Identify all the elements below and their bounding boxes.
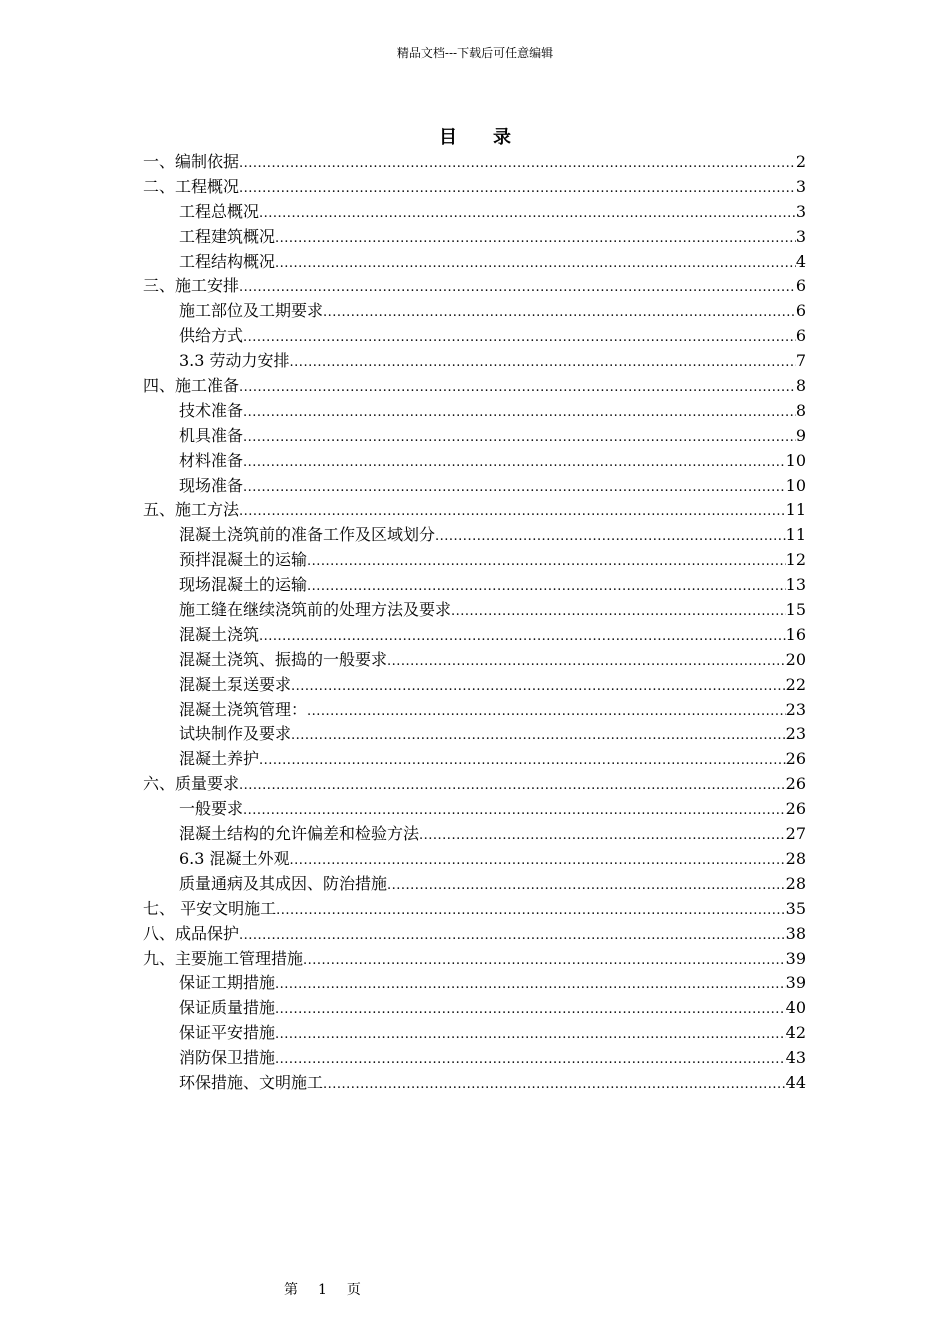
toc-entry-page: 13 — [785, 575, 806, 595]
toc-entry-label: 一、编制依据 — [143, 152, 240, 171]
toc-leader-dots — [239, 177, 796, 202]
toc-entry-page: 11 — [785, 525, 806, 545]
toc-entry-page: 11 — [785, 500, 806, 520]
toc-leader-dots — [243, 401, 796, 426]
toc-leader-dots — [290, 351, 796, 376]
toc-entry-label: 保证质量措施 — [179, 998, 276, 1018]
toc-entry-page: 26 — [785, 749, 806, 769]
toc-entry[interactable] — [143, 996, 806, 1021]
toc-entry-page: 3 — [795, 226, 806, 246]
toc-entry-page: 40 — [785, 998, 806, 1018]
toc-entry-page: 28 — [785, 873, 806, 893]
toc-entry-page: 42 — [785, 1023, 806, 1043]
toc-leader-dots — [259, 202, 796, 227]
toc-entry-page: 3 — [795, 176, 806, 196]
toc-entry[interactable] — [143, 772, 806, 797]
toc-entry-page: 3 — [795, 201, 806, 221]
toc-leader-dots — [243, 451, 786, 476]
toc-entry-label: 保证工期措施 — [179, 973, 276, 993]
toc-entry-label: 一般要求 — [179, 799, 244, 819]
toc-entry-page: 26 — [785, 799, 806, 819]
toc-entry[interactable] — [143, 424, 806, 449]
toc-entry[interactable] — [143, 399, 806, 424]
toc-entry[interactable] — [143, 747, 806, 772]
toc-leader-dots — [243, 426, 796, 451]
toc-leader-dots — [290, 849, 786, 874]
toc-leader-dots — [291, 724, 786, 749]
toc-entry-label: 质量通病及其成因、防治措施 — [179, 873, 388, 893]
toc-leader-dots — [239, 152, 796, 177]
toc-entry-label: 混凝土浇筑前的准备工作及区域划分 — [179, 525, 436, 545]
toc-leader-dots — [275, 1023, 786, 1048]
toc-entry-label: 机具准备 — [179, 425, 244, 445]
toc-entry-page: 26 — [785, 774, 806, 794]
toc-leader-dots — [239, 276, 796, 301]
footer-prefix: 第 — [284, 1282, 298, 1298]
toc-leader-dots — [239, 500, 786, 525]
page-header: 精品文档---下载后可任意编辑 — [396, 46, 554, 60]
footer-suffix: 页 — [346, 1282, 361, 1298]
toc-entry-page: 8 — [795, 376, 806, 396]
toc-entry-label: 保证平安措施 — [179, 1023, 276, 1043]
toc-leader-dots — [323, 1073, 786, 1098]
toc-entry-page: 15 — [785, 600, 806, 620]
toc-entry[interactable] — [143, 200, 806, 225]
toc-entry-label: 工程建筑概况 — [179, 226, 276, 246]
toc-entry-page: 6 — [795, 276, 806, 296]
toc-entry[interactable] — [143, 1071, 806, 1096]
toc-entry-label: 五、施工方法 — [143, 500, 240, 520]
toc-entry-label: 6.3 混凝土外观 — [179, 848, 290, 868]
toc-leader-dots — [239, 774, 786, 799]
toc-entry-page: 7 — [795, 351, 806, 371]
toc-leader-dots — [276, 899, 786, 924]
toc-entry-page: 35 — [785, 898, 806, 918]
toc-leader-dots — [307, 700, 786, 725]
toc-leader-dots — [243, 476, 786, 501]
page-number: 1 — [318, 1282, 327, 1298]
toc-entry-page: 9 — [795, 425, 806, 445]
toc-entry[interactable] — [143, 698, 806, 723]
toc-entry[interactable] — [143, 1021, 806, 1046]
toc-entry-page: 2 — [795, 152, 806, 171]
toc-entry-label: 三、施工安排 — [143, 276, 240, 296]
toc-entry[interactable] — [143, 648, 806, 673]
toc-entry-page: 20 — [785, 649, 806, 669]
toc-entry-page: 22 — [785, 674, 806, 694]
toc-leader-dots — [387, 650, 786, 675]
toc-entry[interactable] — [143, 474, 806, 499]
toc-entry-label: 混凝土结构的允许偏差和检验方法 — [179, 824, 420, 844]
toc-entry-label: 混凝土浇筑、振捣的一般要求 — [179, 649, 388, 669]
toc-entry-label: 混凝土浇筑 — [179, 624, 260, 644]
toc-entry[interactable] — [143, 449, 806, 474]
toc-entry[interactable] — [143, 722, 806, 747]
toc-entry[interactable] — [143, 250, 806, 275]
toc-entry-label: 3.3 劳动力安排 — [179, 351, 290, 371]
toc-entry[interactable] — [143, 623, 806, 648]
toc-entry[interactable] — [143, 225, 806, 250]
toc-entry[interactable] — [143, 274, 806, 299]
toc-entry-page: 23 — [785, 724, 806, 744]
toc-entry-page: 6 — [795, 301, 806, 321]
toc-entry[interactable] — [143, 324, 806, 349]
toc-leader-dots — [387, 874, 786, 899]
toc-leader-dots — [307, 550, 786, 575]
toc-leader-dots — [435, 525, 786, 550]
toc-entry-label: 技术准备 — [179, 400, 244, 420]
toc-entry-page: 43 — [785, 1048, 806, 1068]
toc-entry[interactable] — [143, 971, 806, 996]
toc-leader-dots — [243, 799, 786, 824]
toc-leader-dots — [275, 973, 786, 998]
toc-entry[interactable] — [143, 897, 806, 922]
toc-entry-page: 39 — [785, 948, 806, 968]
toc-entry-label: 消防保卫措施 — [179, 1048, 276, 1068]
toc-entry[interactable] — [143, 374, 806, 399]
toc-entry-label: 材料准备 — [179, 450, 244, 470]
toc-entry-label: 现场准备 — [179, 475, 244, 495]
toc-entry-label: 混凝土浇筑管理： — [179, 699, 308, 719]
toc-leader-dots — [307, 575, 786, 600]
toc-leader-dots — [275, 252, 796, 277]
toc-entry[interactable] — [143, 797, 806, 822]
toc-entry[interactable] — [143, 523, 806, 548]
toc-entry[interactable] — [143, 847, 806, 872]
toc-entry[interactable] — [143, 299, 806, 324]
toc-entry-label: 供给方式 — [179, 326, 244, 346]
toc-title-right: 录 — [493, 127, 511, 148]
toc-entry-page: 44 — [785, 1072, 806, 1092]
toc-entry[interactable] — [143, 548, 806, 573]
toc-leader-dots — [259, 749, 786, 774]
toc-entry-page: 4 — [795, 251, 806, 271]
toc-leader-dots — [323, 301, 796, 326]
toc-entry-label: 混凝土泵送要求 — [179, 674, 292, 694]
toc-entry-page: 6 — [795, 326, 806, 346]
toc-entry-page: 39 — [785, 973, 806, 993]
toc-entry-label: 环保措施、文明施工 — [179, 1072, 324, 1092]
toc-entry[interactable] — [143, 1046, 806, 1071]
toc-entry-label: 混凝土养护 — [179, 749, 260, 769]
toc-entry-label: 工程总概况 — [179, 201, 260, 221]
toc-entry-label: 六、质量要求 — [143, 774, 240, 794]
toc-entry-label: 八、成品保护 — [143, 923, 240, 943]
toc-entry-label: 施工缝在继续浇筑前的处理方法及要求 — [179, 600, 452, 620]
toc-title-left: 目 — [439, 127, 457, 148]
toc-entry-page: 27 — [785, 824, 806, 844]
toc-entry-label: 二、工程概况 — [143, 176, 240, 196]
page-footer — [284, 1280, 361, 1300]
toc-entry[interactable] — [143, 175, 806, 200]
toc-leader-dots — [291, 675, 786, 700]
toc-entry-page: 10 — [785, 450, 806, 470]
toc-entry-label: 施工部位及工期要求 — [179, 301, 324, 321]
toc-entry[interactable] — [143, 872, 806, 897]
toc-leader-dots — [275, 1048, 786, 1073]
toc-leader-dots — [259, 625, 786, 650]
toc-entry-page: 16 — [785, 624, 806, 644]
toc-entry[interactable] — [143, 922, 806, 947]
toc-entry-label: 工程结构概况 — [179, 251, 276, 271]
toc-entry-label: 预拌混凝土的运输 — [179, 550, 308, 570]
toc-entry-label: 四、施工准备 — [143, 376, 240, 396]
toc-entry[interactable] — [143, 947, 806, 972]
toc-entry-page: 28 — [785, 848, 806, 868]
toc-entry-label: 试块制作及要求 — [179, 724, 292, 744]
toc-title — [0, 125, 950, 151]
toc-entry[interactable] — [143, 598, 806, 623]
toc-leader-dots — [275, 227, 796, 252]
toc-entry-page: 8 — [795, 400, 806, 420]
toc-entry[interactable] — [143, 573, 806, 598]
toc-entry-label: 九、主要施工管理措施 — [143, 948, 304, 968]
toc-entry[interactable] — [143, 822, 806, 847]
toc-leader-dots — [243, 326, 796, 351]
toc-entry-page: 38 — [785, 923, 806, 943]
toc-leader-dots — [303, 949, 786, 974]
toc-entry[interactable] — [143, 150, 806, 175]
toc-leader-dots — [419, 824, 786, 849]
toc-leader-dots — [239, 376, 796, 401]
toc-entry[interactable] — [143, 498, 806, 523]
table-of-contents — [143, 150, 806, 1096]
toc-leader-dots — [275, 998, 786, 1023]
toc-leader-dots — [451, 600, 786, 625]
toc-entry[interactable] — [143, 349, 806, 374]
toc-entry-page: 12 — [785, 550, 806, 570]
toc-entry-page: 10 — [785, 475, 806, 495]
toc-entry-page: 23 — [785, 699, 806, 719]
toc-leader-dots — [239, 924, 786, 949]
toc-entry-label: 七、 平安文明施工 — [143, 898, 277, 918]
toc-entry-label: 现场混凝土的运输 — [179, 575, 308, 595]
toc-entry[interactable] — [143, 673, 806, 698]
